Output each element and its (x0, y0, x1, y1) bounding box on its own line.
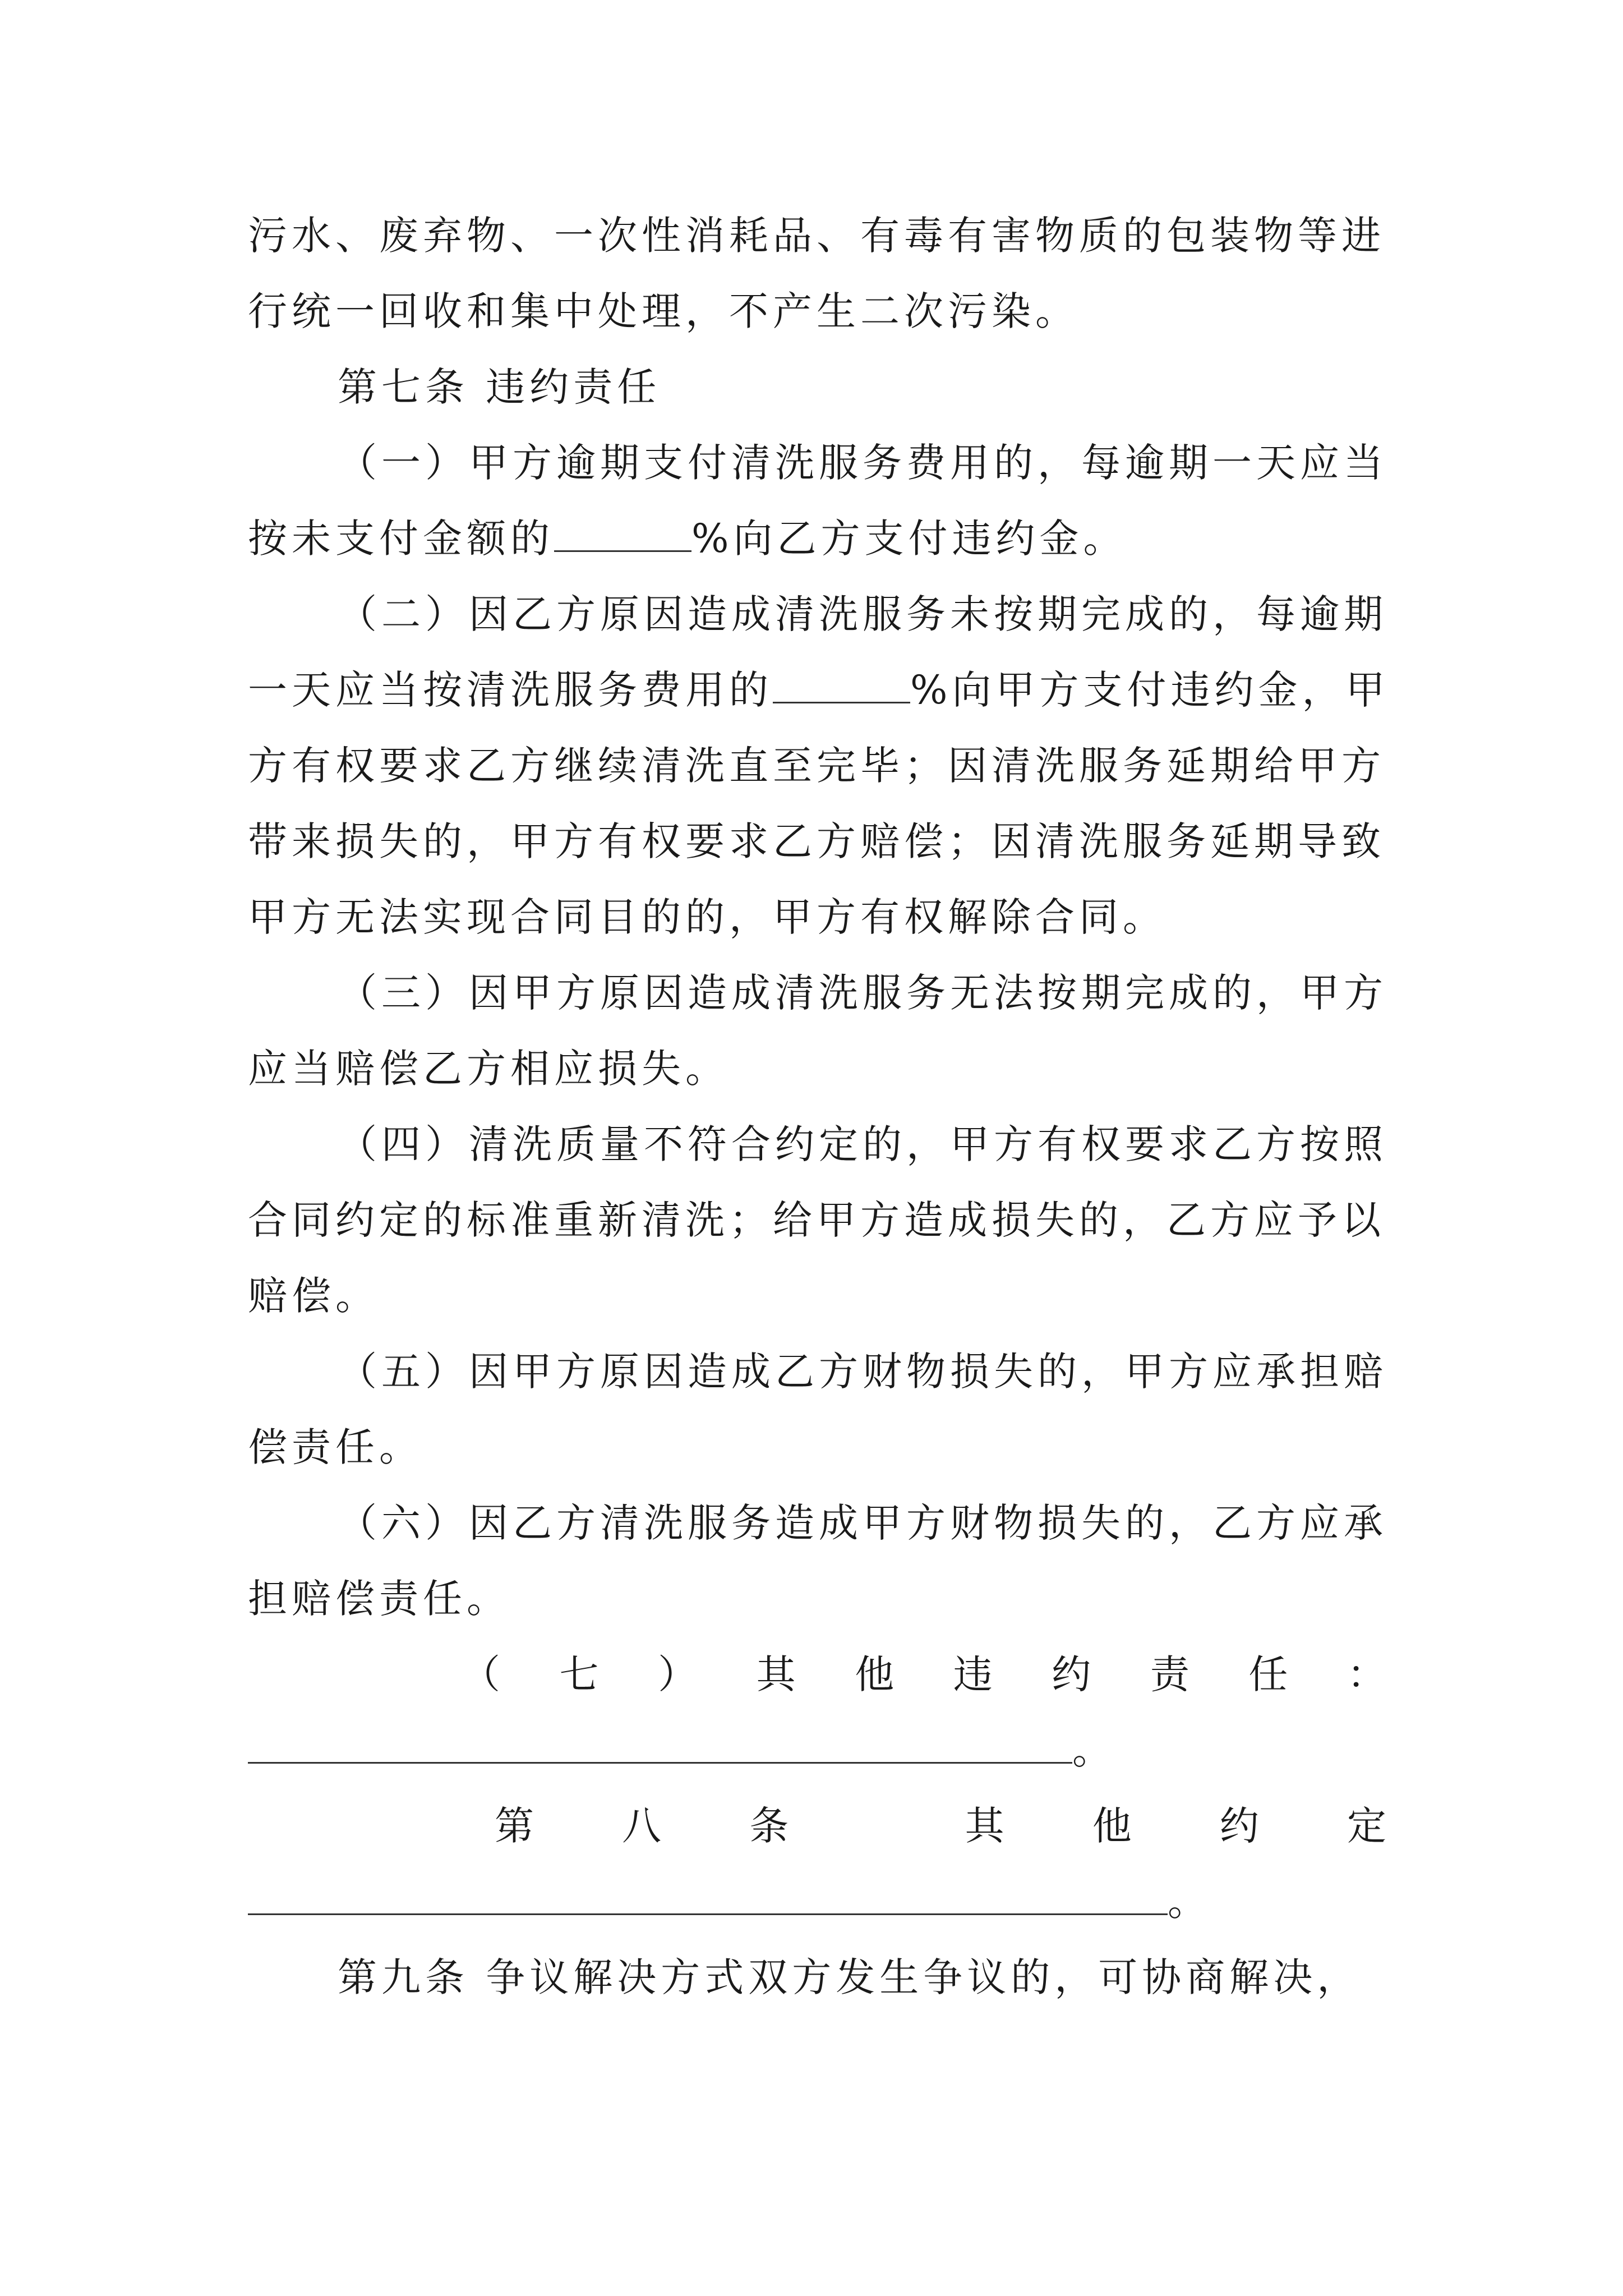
clause-2-line (248, 665, 1390, 715)
article-8-char: 第 (495, 1803, 534, 1849)
clause-7-char: 其 (756, 1651, 796, 1697)
clause-4-line: 赔偿。 (248, 1273, 379, 1319)
clause-7-char: 七 (559, 1651, 599, 1697)
clause-1-line: （一）甲方逾期支付清洗服务费用的，每逾期一天应当 (338, 440, 1387, 486)
clause-4-line: 合同约定的标准重新清洗；给甲方造成损失的，乙方应予以 (248, 1197, 1385, 1243)
fill-in-blank[interactable] (248, 1727, 1072, 1764)
clause-6-line: （六）因乙方清洗服务造成甲方财物损失的，乙方应承 (338, 1500, 1387, 1546)
clause-1-text: 按未支付金额的 (248, 516, 554, 562)
clause-2-text: %向甲方支付违约金，甲 (910, 667, 1390, 713)
clause-7-char: 任 (1248, 1651, 1288, 1697)
article-8-heading (495, 1801, 1386, 1851)
clause-7-char: ） (658, 1651, 698, 1697)
clause-7-char: ： (1347, 1651, 1386, 1697)
article-8-char: 条 (749, 1803, 789, 1849)
clause-7-char: 他 (855, 1651, 895, 1697)
article-8-char: 他 (1092, 1803, 1132, 1849)
article-7-heading: 第七条 违约责任 (338, 364, 661, 410)
clause-7-char: 责 (1150, 1651, 1189, 1697)
clause-7-char: 约 (1052, 1651, 1091, 1697)
article-8-char: 其 (965, 1803, 1004, 1849)
fill-in-blank[interactable] (248, 1879, 1168, 1915)
clause-2-line: 带来损失的，甲方有权要求乙方赔偿；因清洗服务延期导致 (248, 818, 1385, 864)
clause-2-line: 甲方无法实现合同目的的，甲方有权解除合同。 (248, 894, 1166, 940)
article-8-char: 约 (1219, 1803, 1259, 1849)
fill-in-blank[interactable] (554, 516, 691, 552)
clause-1-line (248, 513, 1386, 564)
text-line: 污水、废弃物、一次性消耗品、有毒有害物质的包装物等进 (248, 213, 1385, 259)
clause-7-char: （ (461, 1651, 500, 1697)
article-9-line: 第九条 争议解决方式双方发生争议的，可协商解决， (338, 1954, 1361, 2000)
clause-1-text: %向乙方支付违约金。 (691, 516, 1127, 562)
clause-7-line (248, 1725, 1386, 1775)
clause-7-end: 。 (1072, 1727, 1116, 1773)
clause-2-text: 一天应当按清洗服务费用的 (248, 667, 773, 713)
clause-4-line: （四）清洗质量不符合约定的，甲方有权要求乙方按照 (338, 1121, 1387, 1167)
text-line: 行统一回收和集中处理，不产生二次污染。 (248, 288, 1079, 334)
clause-7-line (461, 1649, 1386, 1700)
clause-3-line: 应当赔偿乙方相应损失。 (248, 1046, 729, 1092)
clause-7-char: 违 (953, 1651, 993, 1697)
fill-in-blank[interactable] (773, 667, 910, 703)
clause-5-line: （五）因甲方原因造成乙方财物损失的，甲方应承担赔 (338, 1349, 1387, 1395)
clause-6-line: 担赔偿责任。 (248, 1576, 510, 1622)
article-8-end: 。 (1168, 1879, 1211, 1925)
clause-5-line: 偿责任。 (248, 1424, 423, 1470)
article-8-char: 定 (1347, 1803, 1386, 1849)
article-8-char: 八 (622, 1803, 662, 1849)
article-8-line (248, 1876, 1386, 1927)
clause-2-line: 方有权要求乙方继续清洗直至完毕；因清洗服务延期给甲方 (248, 743, 1385, 789)
clause-3-line: （三）因甲方原因造成清洗服务无法按期完成的，甲方 (338, 970, 1387, 1016)
clause-2-line: （二）因乙方原因造成清洗服务未按期完成的，每逾期 (338, 591, 1387, 637)
